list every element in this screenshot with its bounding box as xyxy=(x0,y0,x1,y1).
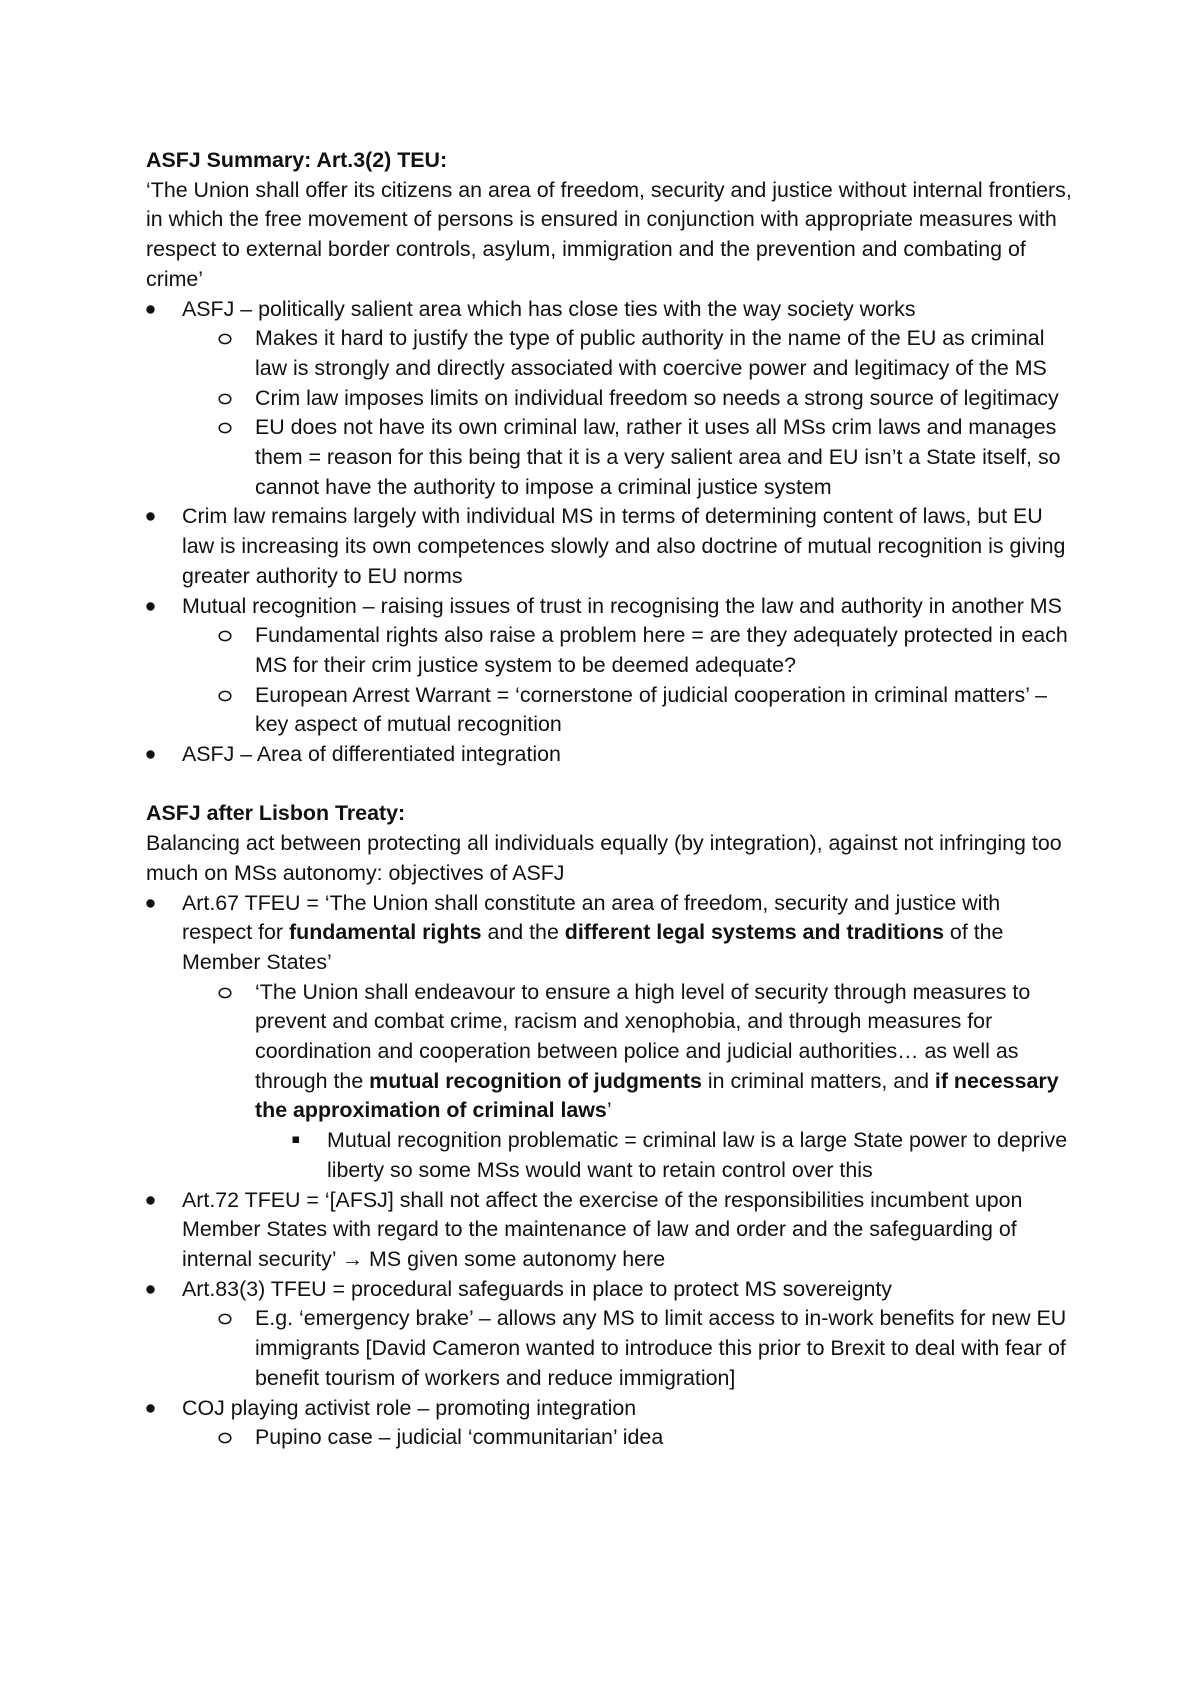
section-heading: ASFJ Summary: Art.3(2) TEU: xyxy=(146,148,448,172)
arrow-right-icon: → xyxy=(341,1247,364,1271)
bullet-circle-icon xyxy=(218,413,236,434)
document-body xyxy=(146,146,1076,1453)
bullet-circle-icon xyxy=(218,621,236,642)
list-item: Makes it hard to justify the type of public authority in the name of the EU as criminal law is strongly and directly associated with coercive power and legitimacy of the MS xyxy=(146,324,1076,383)
list-item: Crim law imposes limits on individual freedom so needs a strong source of legitimacy xyxy=(146,384,1076,414)
list-item: Mutual recognition – raising issues of trust in recognising the law and authority in another MS xyxy=(146,592,1076,622)
bullet-circle-icon xyxy=(218,978,236,999)
bullet-square-icon xyxy=(292,1126,304,1144)
list-item: COJ playing activist role – promoting integration xyxy=(146,1394,1076,1424)
bullet-circle-icon xyxy=(218,384,236,405)
bullet-circle-icon xyxy=(218,324,236,345)
bullet-disc-icon xyxy=(146,740,160,759)
list-item: Pupino case – judicial ‘communitarian’ idea xyxy=(146,1423,1076,1453)
treaty-quote: ‘The Union shall offer its citizens an area of freedom, security and justice without internal frontiers, in which the free movement of persons is ensured in conjunction with appropriate measures with respect to external border controls, asylum, immigration and the prevention and combating of crime’ xyxy=(146,177,1072,291)
list-item: Crim law remains largely with individual MS in terms of determining content of laws, but EU law is increasing its own competences slowly and also doctrine of mutual recognition is giving greater authority to EU norms xyxy=(146,502,1076,591)
section-intro: Balancing act between protecting all individuals equally (by integration), against not infringing too much on MSs autonomy: objectives of ASFJ xyxy=(146,831,1062,885)
list-item: ASFJ – Area of differentiated integration xyxy=(146,740,1076,770)
blank-line xyxy=(146,770,1076,800)
list-item: Art.83(3) TFEU = procedural safeguards in place to protect MS sovereignty xyxy=(146,1275,1076,1305)
bullet-list xyxy=(146,295,1076,770)
list-item: Art.67 TFEU = ‘The Union shall constitute an area of freedom, security and justice with respect for fundamental rights and the different legal systems and traditions of the Member States’ xyxy=(146,889,1076,978)
list-item: EU does not have its own criminal law, rather it uses all MSs crim laws and manages them = reason for this being that it is a very salient area and EU isn’t a State itself, so cannot have the authority to impose a criminal justice system xyxy=(146,413,1076,502)
bullet-circle-icon xyxy=(218,681,236,702)
bullet-disc-icon xyxy=(146,502,160,521)
section-heading: ASFJ after Lisbon Treaty: xyxy=(146,801,406,826)
list-item: European Arrest Warrant = ‘cornerstone of judicial cooperation in criminal matters’ – key aspect of mutual recognition xyxy=(146,681,1076,740)
list-item: Art.72 TFEU = ‘[AFSJ] shall not affect the exercise of the responsibilities incumbent upon Member States with regard to the maintenance of law and order and the safeguarding of internal security’ → MS given some autonomy here xyxy=(146,1186,1076,1275)
list-item: ‘The Union shall endeavour to ensure a high level of security through measures to prevent and combat crime, racism and xenophobia, and through measures for coordination and cooperation between police and judicial authorities… as well as through the mutual recognition of judgments in criminal matters, and if necessary the approximation of criminal laws’ xyxy=(146,978,1076,1127)
bullet-list xyxy=(146,889,1076,1453)
bullet-disc-icon xyxy=(146,889,160,908)
bullet-disc-icon xyxy=(146,592,160,611)
bullet-disc-icon xyxy=(146,1275,160,1294)
bullet-circle-icon xyxy=(218,1304,236,1325)
bullet-disc-icon xyxy=(146,295,160,314)
list-item: E.g. ‘emergency brake’ – allows any MS to limit access to in-work benefits for new EU immigrants [David Cameron wanted to introduce this prior to Brexit to deal with fear of benefit tourism of workers and reduce immigration] xyxy=(146,1304,1076,1393)
list-item: ASFJ – politically salient area which has close ties with the way society works xyxy=(146,295,1076,325)
bullet-circle-icon xyxy=(218,1423,236,1444)
list-item: Mutual recognition problematic = criminal law is a large State power to deprive liberty so some MSs would want to retain control over this xyxy=(146,1126,1076,1185)
list-item: Fundamental rights also raise a problem here = are they adequately protected in each MS for their crim justice system to be deemed adequate? xyxy=(146,621,1076,680)
bullet-disc-icon xyxy=(146,1394,160,1413)
bullet-disc-icon xyxy=(146,1186,160,1205)
